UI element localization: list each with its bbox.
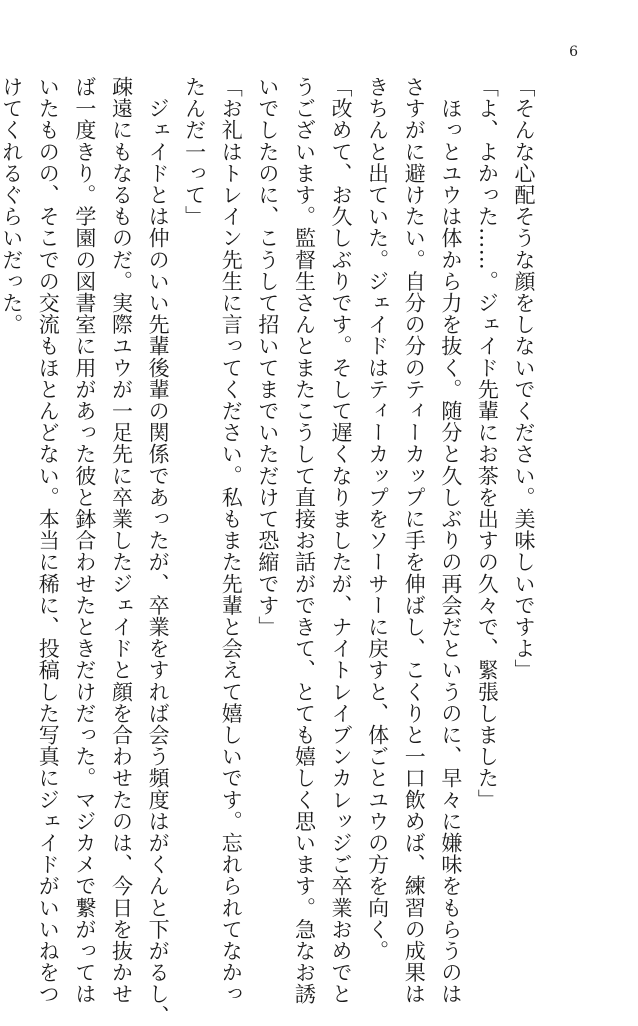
text-line: さすがに避けたい。自分の分のティーカップに手を伸ばし、こくりと一口飲めば、練習の成果は xyxy=(402,76,427,1005)
text-line: 「お礼はトレイン先生に言ってください。私もまた先輩と会えて嬉しいです。忘れられてなかっ xyxy=(219,76,244,1005)
text-line: 「改めて、お久しぶりです。そして遅くなりましたが、ナイトレイブンカレッジご卒業おめでと xyxy=(329,76,354,1005)
text-line: ほっとユウは体から力を抜く。随分と久しぶりの再会だというのに、早々に嫌味をもらうのは xyxy=(438,76,463,1005)
text-line: ば一度きり。学園の図書室に用があった彼と鉢合わせたときだけだった。マジカメで繋がっては xyxy=(72,76,97,1005)
text-line: けてくれるぐらいだった。 xyxy=(0,76,24,336)
text-line: いたものの、そこでの交流もほとんどない。本当に稀に、投稿した写真にジェイドがいいねをつ xyxy=(36,76,61,1005)
text-line: きちんと出ていた。ジェイドはティーカップをソーサーに戻すと、体ごとユウの方を向く。 xyxy=(365,76,390,962)
text-line: ジェイドとは仲のいい先輩後輩の関係であったが、卒業をすれば会う頻度はがくんと下がるし、 xyxy=(146,76,171,1026)
text-line: 「そんな心配そうな顔をしないでください。美味しいですよ」 xyxy=(512,76,536,681)
text-line: たんだ一って」 xyxy=(182,76,207,228)
text-line: 「よ、よかった……。ジェイド先輩にお茶を出すの久々で、緊張しました」 xyxy=(475,76,500,811)
text-line: 疎遠にもなるものだ。実際ユウが一足先に卒業したジェイドと顔を合わせたのは、今日を抜かせ xyxy=(109,76,134,1005)
text-line: うございます。監督生さんとまたこうして直接お話ができて、とても嬉しく思います。急なお誘 xyxy=(292,76,317,1005)
page-number: 6 xyxy=(569,44,578,60)
text-line: いでしたのに、こうして招いてまでいただけて恐縮です」 xyxy=(255,76,280,638)
vertical-text-body xyxy=(0,76,542,1026)
